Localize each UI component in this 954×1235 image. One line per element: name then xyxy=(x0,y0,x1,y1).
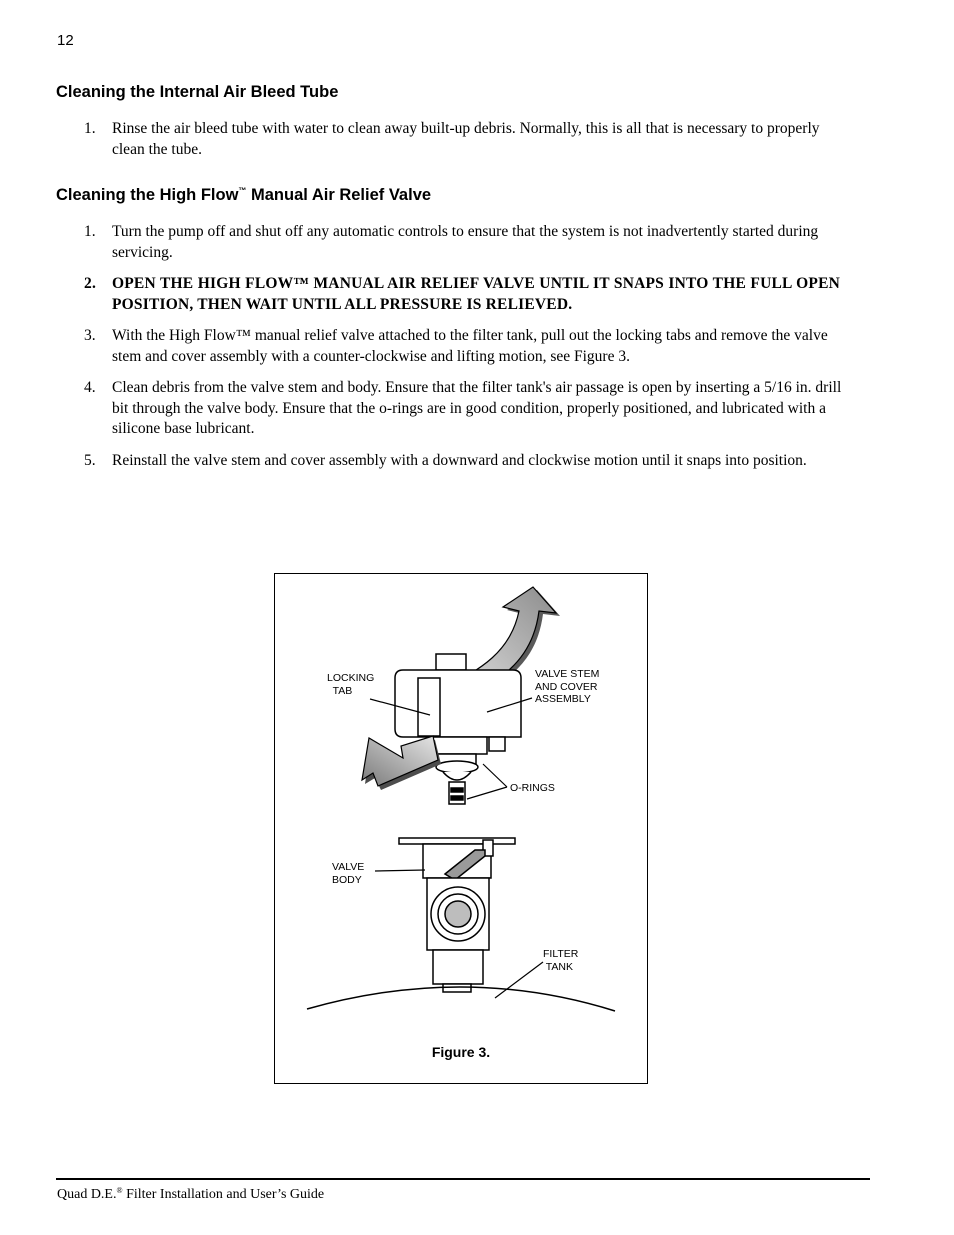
valve-body xyxy=(399,838,515,992)
title-main: Cleaning the High Flow xyxy=(56,186,239,204)
section-title-air-relief-valve xyxy=(56,186,431,205)
step-text: Reinstall the valve stem and cover assembly with a downward and clockwise motion until it snaps into position. xyxy=(112,451,807,469)
counter-clockwise-arrow-icon xyxy=(362,736,441,790)
label-valve-stem-cover-assembly: VALVE STEM AND COVER ASSEMBLY xyxy=(535,668,600,705)
relief-step-5 xyxy=(0,451,842,472)
page-number: 12 xyxy=(57,32,74,49)
label-locking-tab: LOCKING TAB xyxy=(327,672,375,697)
relief-step-3 xyxy=(0,326,842,367)
step-number: 3. xyxy=(84,327,96,344)
footer-divider xyxy=(56,1178,870,1180)
section-title-air-bleed-tube: Cleaning the Internal Air Bleed Tube xyxy=(56,83,339,101)
label-o-rings: O-RINGS xyxy=(510,782,555,794)
figure-caption: Figure 3. xyxy=(431,1044,491,1060)
figure-3-box xyxy=(274,573,648,1084)
relief-step-4 xyxy=(0,378,842,440)
label-valve-body: VALVE BODY xyxy=(332,861,365,886)
air-relief-steps-list xyxy=(0,222,842,482)
relief-step-1 xyxy=(0,222,842,263)
step-text: OPEN THE HIGH FLOW™ MANUAL AIR RELIEF VALVE UNTIL IT SNAPS INTO THE FULL OPEN POSITION, THEN WAIT UNTIL ALL PRESSURE IS RELIEVED. xyxy=(112,275,840,313)
step-text: Clean debris from the valve stem and body. Ensure that the filter tank's air passage is open by inserting a 5/16 in. drill bit through the valve body. Ensure that the o-rings are in good condition, properly positioned, and lubricated with a silicone base lubricant. xyxy=(112,379,842,437)
step-text: Turn the pump off and shut off any automatic controls to ensure that the system is not inadvertently started during servicing. xyxy=(112,223,819,261)
footer-text-after: Filter Installation and User’s Guide xyxy=(122,1187,325,1202)
relief-step-2 xyxy=(0,274,840,315)
registered-symbol: ® xyxy=(116,1186,123,1195)
step-number: 5. xyxy=(84,451,96,469)
step-number: 4. xyxy=(84,379,96,396)
footer-text-before: Quad D.E. xyxy=(57,1187,117,1202)
footer xyxy=(57,1186,324,1203)
title-rest: Manual Air Relief Valve xyxy=(246,186,432,204)
valve-diagram xyxy=(275,574,647,1083)
step-number: 1. xyxy=(84,223,96,240)
air-bleed-steps-list xyxy=(0,119,842,171)
step-text: Rinse the air bleed tube with water to clean away built-up debris. Normally, this is all that is necessary to properly clean the tube. xyxy=(112,120,820,158)
air-bleed-step-1 xyxy=(0,119,842,160)
step-number: 1. xyxy=(84,120,96,137)
label-filter-tank: FILTER TANK xyxy=(543,948,579,973)
trademark-symbol: ™ xyxy=(238,186,247,195)
step-number: 2. xyxy=(84,275,97,292)
step-text: With the High Flow™ manual relief valve attached to the filter tank, pull out the locking tabs and remove the valve stem and cover assembly with a counter-clockwise and lifting motion, see Figure 3. xyxy=(112,327,828,365)
